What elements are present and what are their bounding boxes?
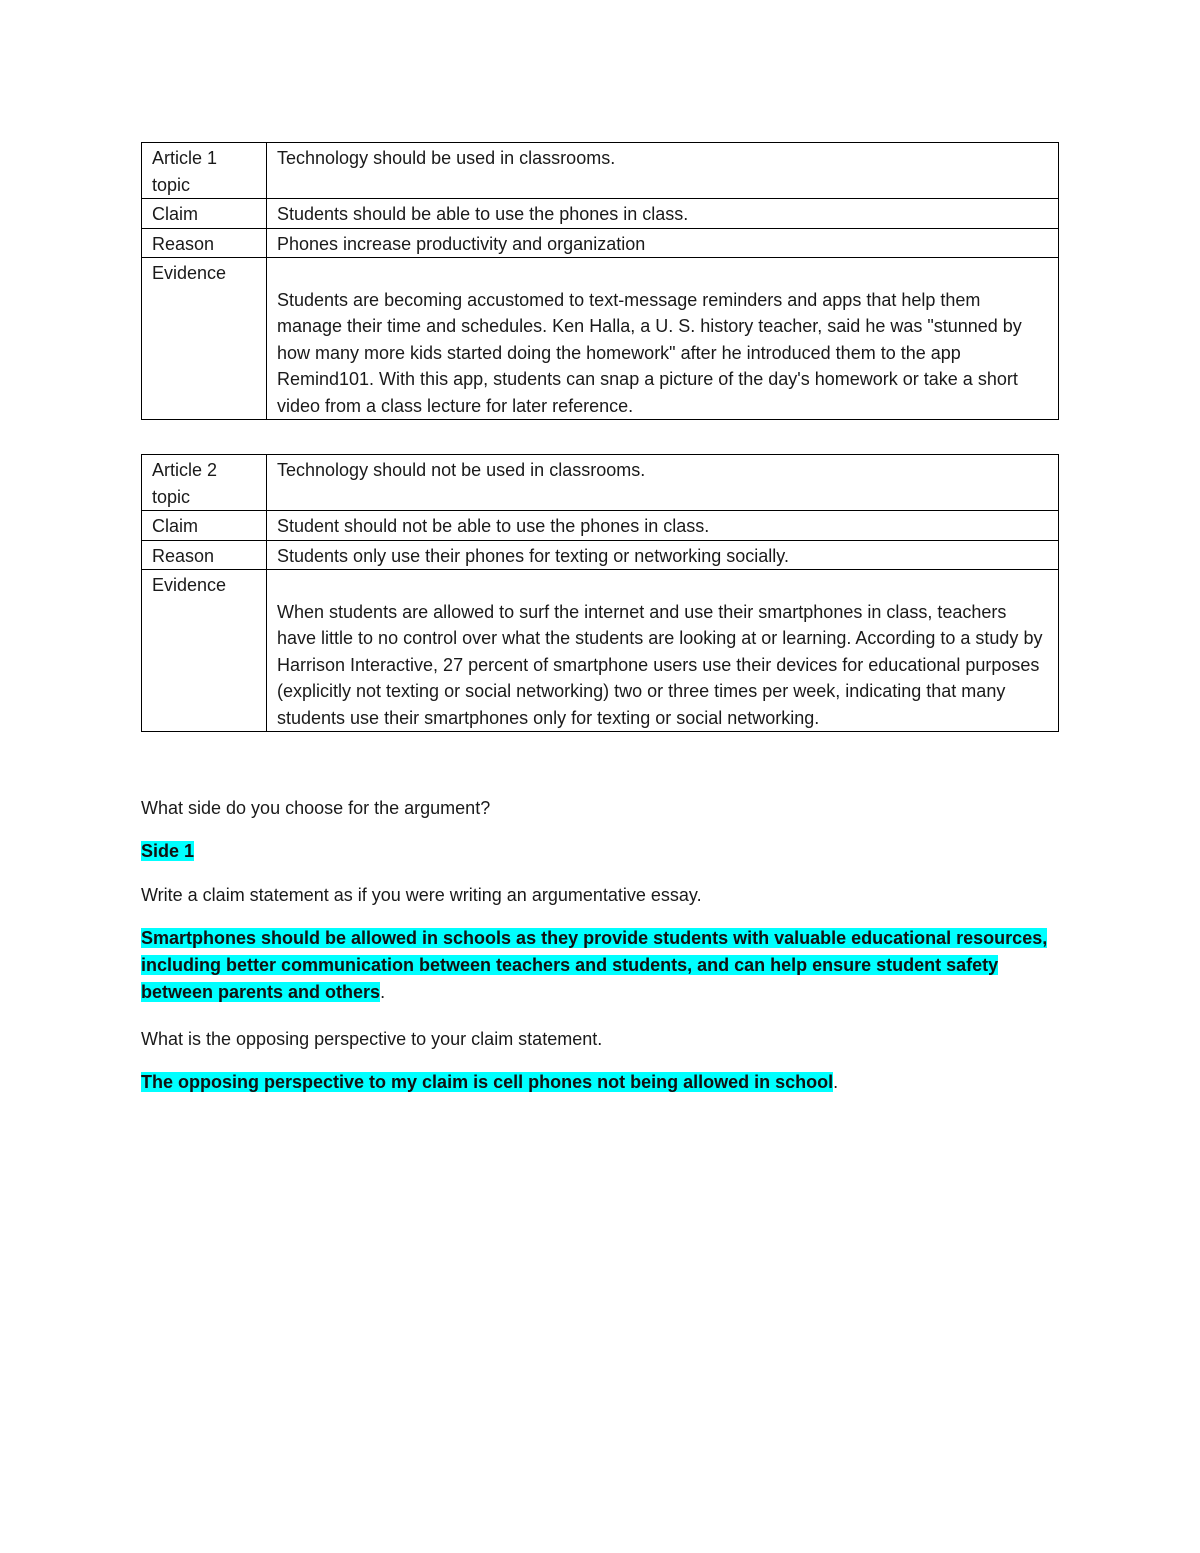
evidence-text: Students are becoming accustomed to text-message reminders and apps that help them manage their time and schedules. Ken Halla, a U. S. history teacher, said he was "stunned by how many more kids started doing the homework" after he introduced them to the app Remind101. With this app, students can snap a picture of the day's homework or take a short video from a class lecture for later reference.: [277, 289, 1022, 416]
row-label: Article 2 topic: [142, 455, 267, 511]
side-answer-text: Side 1: [141, 841, 195, 861]
claim-answer-text: Smartphones should be allowed in schools as they provide students with valuable educational resources, including better communication between teachers and students, and can help ensure student safety between parents and others: [141, 928, 1048, 1002]
claim-question: Write a claim statement as if you were writing an argumentative essay.: [141, 885, 702, 905]
table-row: [142, 228, 1059, 258]
opposing-question: What is the opposing perspective to your claim statement.: [141, 1029, 603, 1049]
opposing-answer-period: .: [833, 1072, 839, 1092]
row-label: Claim: [142, 511, 267, 541]
table-row: [142, 570, 1059, 732]
row-label: Evidence: [142, 258, 267, 420]
row-label: Reason: [142, 540, 267, 570]
evidence-text: When students are allowed to surf the internet and use their smartphones in class, teachers have little to no control over what the students are looking at or learning. According to a study by Harrison Interactive, 27 percent of smartphone users use their devices for educational purposes (explicitly not texting or social networking) two or three times per week, indicating that many students use their smartphones only for texting or social networking.: [277, 601, 1043, 728]
article-1-table: [141, 142, 1059, 420]
row-value: Phones increase productivity and organization: [267, 228, 1059, 258]
evidence-cell: [267, 258, 1059, 420]
row-value: Technology should be used in classrooms.: [267, 143, 1059, 199]
table-row: [142, 455, 1059, 511]
article-2-table: [141, 454, 1059, 732]
side-answer: [141, 838, 1061, 865]
row-value: Students should be able to use the phones in class.: [267, 199, 1059, 229]
row-label: Claim: [142, 199, 267, 229]
side-question: What side do you choose for the argument?: [141, 798, 491, 818]
claim-answer-period: .: [380, 982, 386, 1002]
row-label: Evidence: [142, 570, 267, 732]
table-row: [142, 511, 1059, 541]
row-value: Technology should not be used in classrooms.: [267, 455, 1059, 511]
row-label: Article 1 topic: [142, 143, 267, 199]
table-row: [142, 143, 1059, 199]
evidence-cell: [267, 570, 1059, 732]
opposing-answer-text: The opposing perspective to my claim is cell phones not being allowed in school: [141, 1072, 834, 1092]
table-row: [142, 540, 1059, 570]
row-value: Students only use their phones for texting or networking socially.: [267, 540, 1059, 570]
table-row: [142, 258, 1059, 420]
claim-answer: [141, 925, 1061, 1006]
row-value: Student should not be able to use the phones in class.: [267, 511, 1059, 541]
opposing-answer: [141, 1069, 1061, 1096]
row-label: Reason: [142, 228, 267, 258]
table-row: [142, 199, 1059, 229]
